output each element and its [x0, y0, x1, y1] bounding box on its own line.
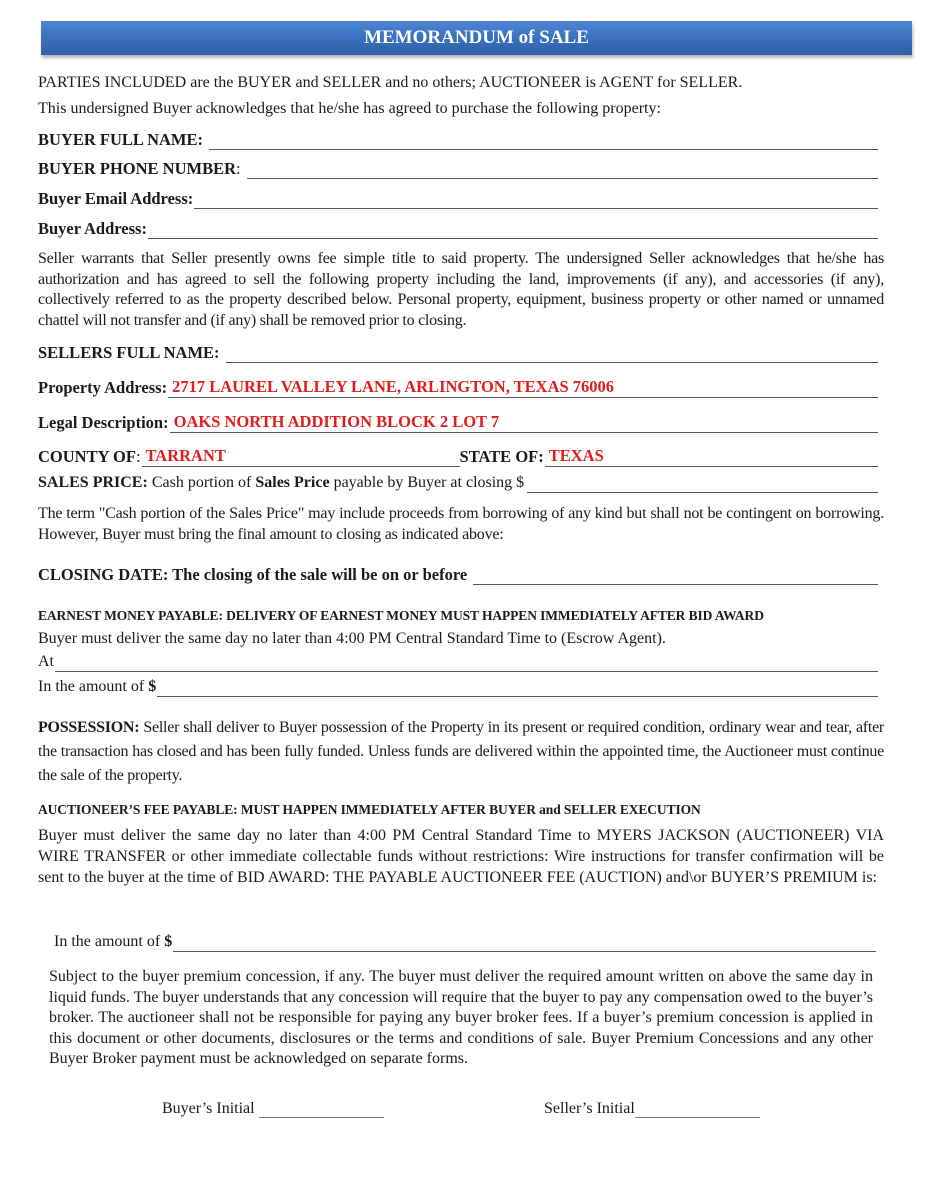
closing-date-field[interactable] [38, 563, 878, 585]
county-label: COUNTY OF: [38, 447, 141, 466]
cash-portion-note: The term "Cash portion of the Sales Price" may include proceeds from borrowing of any kind but shall not be contingent on borrowing. However, Buyer must bring the final amount to closing as indicated above: [38, 505, 884, 543]
document-title-banner [41, 21, 912, 55]
at-label: At [38, 653, 54, 670]
buyer-full-name-field[interactable] [38, 128, 878, 150]
sales-price-field[interactable] [38, 471, 878, 493]
field-label: Buyer Email Address: [38, 189, 194, 208]
earnest-money-instruction: Buyer must deliver the same day no later than 4:00 PM Central Standard Time to (Escrow Agent). [38, 630, 666, 647]
field-label: SELLERS FULL NAME: [38, 343, 220, 362]
buyer-acknowledgement: This undersigned Buyer acknowledges that he/she has agreed to purchase the following property: [38, 100, 661, 117]
buyer-full-name-input[interactable] [209, 132, 878, 150]
sales-price-input[interactable] [527, 475, 878, 493]
earnest-amount-field[interactable] [38, 675, 878, 697]
seller-warranty-paragraph: Seller warrants that Seller presently owns fee simple title to said property. The undersigned Seller acknowledges that he/she has authorization and has agreed to sell the following property including the land, improvements (if any), and accessories (if any), collectively referred to as the property described below. Personal property, equipment, business property or other named or unnamed chattel will not transfer and (if any) shall be removed prior to closing. [38, 250, 884, 329]
escrow-at-input[interactable] [55, 654, 878, 672]
buyer-phone-input[interactable] [247, 161, 878, 179]
state-label: STATE OF: [459, 447, 544, 466]
legal-description-input[interactable]: OAKS NORTH ADDITION BLOCK 2 LOT 7 [170, 415, 878, 433]
legal-description-field[interactable] [38, 411, 878, 433]
closing-date-label: CLOSING DATE: The closing of the sale will be on or before [38, 565, 468, 584]
parties-statement: PARTIES INCLUDED are the BUYER and SELLER and no others; AUCTIONEER is AGENT for SELLER. [38, 74, 743, 91]
buyer-premium-note: Subject to the buyer premium concession, if any. The buyer must deliver the required amount written on above the same day in liquid funds. The buyer understands that any concession will require that the buyer to pay any compensation owed to the buyer’s broker. The auctioneer shall not be responsible for paying any buyer broker fees. If a buyer’s premium concession is applied in this document or other documents, disclosures or the terms and conditions of sale. Buyer Premium Concessions and any other Buyer Broker payment must be acknowledged on separate forms. [49, 968, 873, 1067]
county-input[interactable]: TARRANT [142, 449, 460, 467]
county-state-row [38, 445, 878, 467]
document-title: MEMORANDUM of SALE [364, 27, 589, 48]
buyer-initial-field[interactable] [162, 1100, 384, 1118]
possession-paragraph: POSSESSION: Seller shall deliver to Buyer possession of the Property in its present or required condition, ordinary wear and tear, after the transaction has closed and has been fully funded. Unless funds are delivered within the appointed time, the Auctioneer must continue the sale of the property. [38, 719, 884, 784]
auctioneer-amount-input[interactable] [173, 934, 876, 952]
escrow-at-field[interactable] [38, 650, 878, 672]
seller-initial-label: Seller’s Initial [544, 1100, 635, 1117]
closing-date-input[interactable] [473, 567, 878, 585]
earnest-money-heading: EARNEST MONEY PAYABLE: DELIVERY OF EARNEST MONEY MUST HAPPEN IMMEDIATELY AFTER BID AWARD [38, 608, 764, 623]
field-label: Property Address: [38, 378, 168, 397]
field-label: BUYER FULL NAME: [38, 130, 204, 149]
sellers-full-name-input[interactable] [226, 345, 878, 363]
auctioneer-fee-paragraph: Buyer must deliver the same day no later than 4:00 PM Central Standard Time to MYERS JACKSON (AUCTIONEER) VIA WIRE TRANSFER or other immediate collectable funds without restrictions: Wire instructions for transfer confirmation will be sent to the buyer at the time of BID AWARD: THE PAYABLE AUCTIONEER FEE (AUCTION) and\or BUYER’S PREMIUM is: [38, 827, 884, 886]
field-label: Legal Description: [38, 413, 169, 432]
sellers-full-name-field[interactable] [38, 341, 878, 363]
buyer-address-input[interactable] [148, 221, 878, 239]
amount-label: In the amount of $ [38, 678, 157, 695]
property-address-field[interactable] [38, 376, 878, 398]
amount-label: In the amount of $ [54, 933, 173, 950]
auctioneer-fee-heading: AUCTIONEER’S FEE PAYABLE: MUST HAPPEN IMMEDIATELY AFTER BUYER and SELLER EXECUTION [38, 802, 701, 817]
state-input[interactable]: TEXAS [545, 449, 878, 467]
earnest-amount-input[interactable] [157, 679, 878, 697]
field-label: BUYER PHONE NUMBER: [38, 159, 241, 178]
buyer-email-input[interactable] [194, 191, 878, 209]
seller-initial-input[interactable] [635, 1102, 760, 1118]
auctioneer-amount-field[interactable] [54, 930, 876, 952]
sales-price-label: SALES PRICE: Cash portion of Sales Price payable by Buyer at closing $ [38, 474, 525, 491]
buyer-initial-label: Buyer’s Initial [162, 1100, 255, 1117]
buyer-address-field[interactable] [38, 217, 878, 239]
property-address-input[interactable]: 2717 LAUREL VALLEY LANE, ARLINGTON, TEXAS 76006 [168, 380, 878, 398]
buyer-email-field[interactable] [38, 187, 878, 209]
seller-initial-field[interactable] [544, 1100, 760, 1118]
buyer-initial-input[interactable] [259, 1102, 384, 1118]
buyer-phone-field[interactable] [38, 157, 878, 179]
field-label: Buyer Address: [38, 219, 147, 238]
